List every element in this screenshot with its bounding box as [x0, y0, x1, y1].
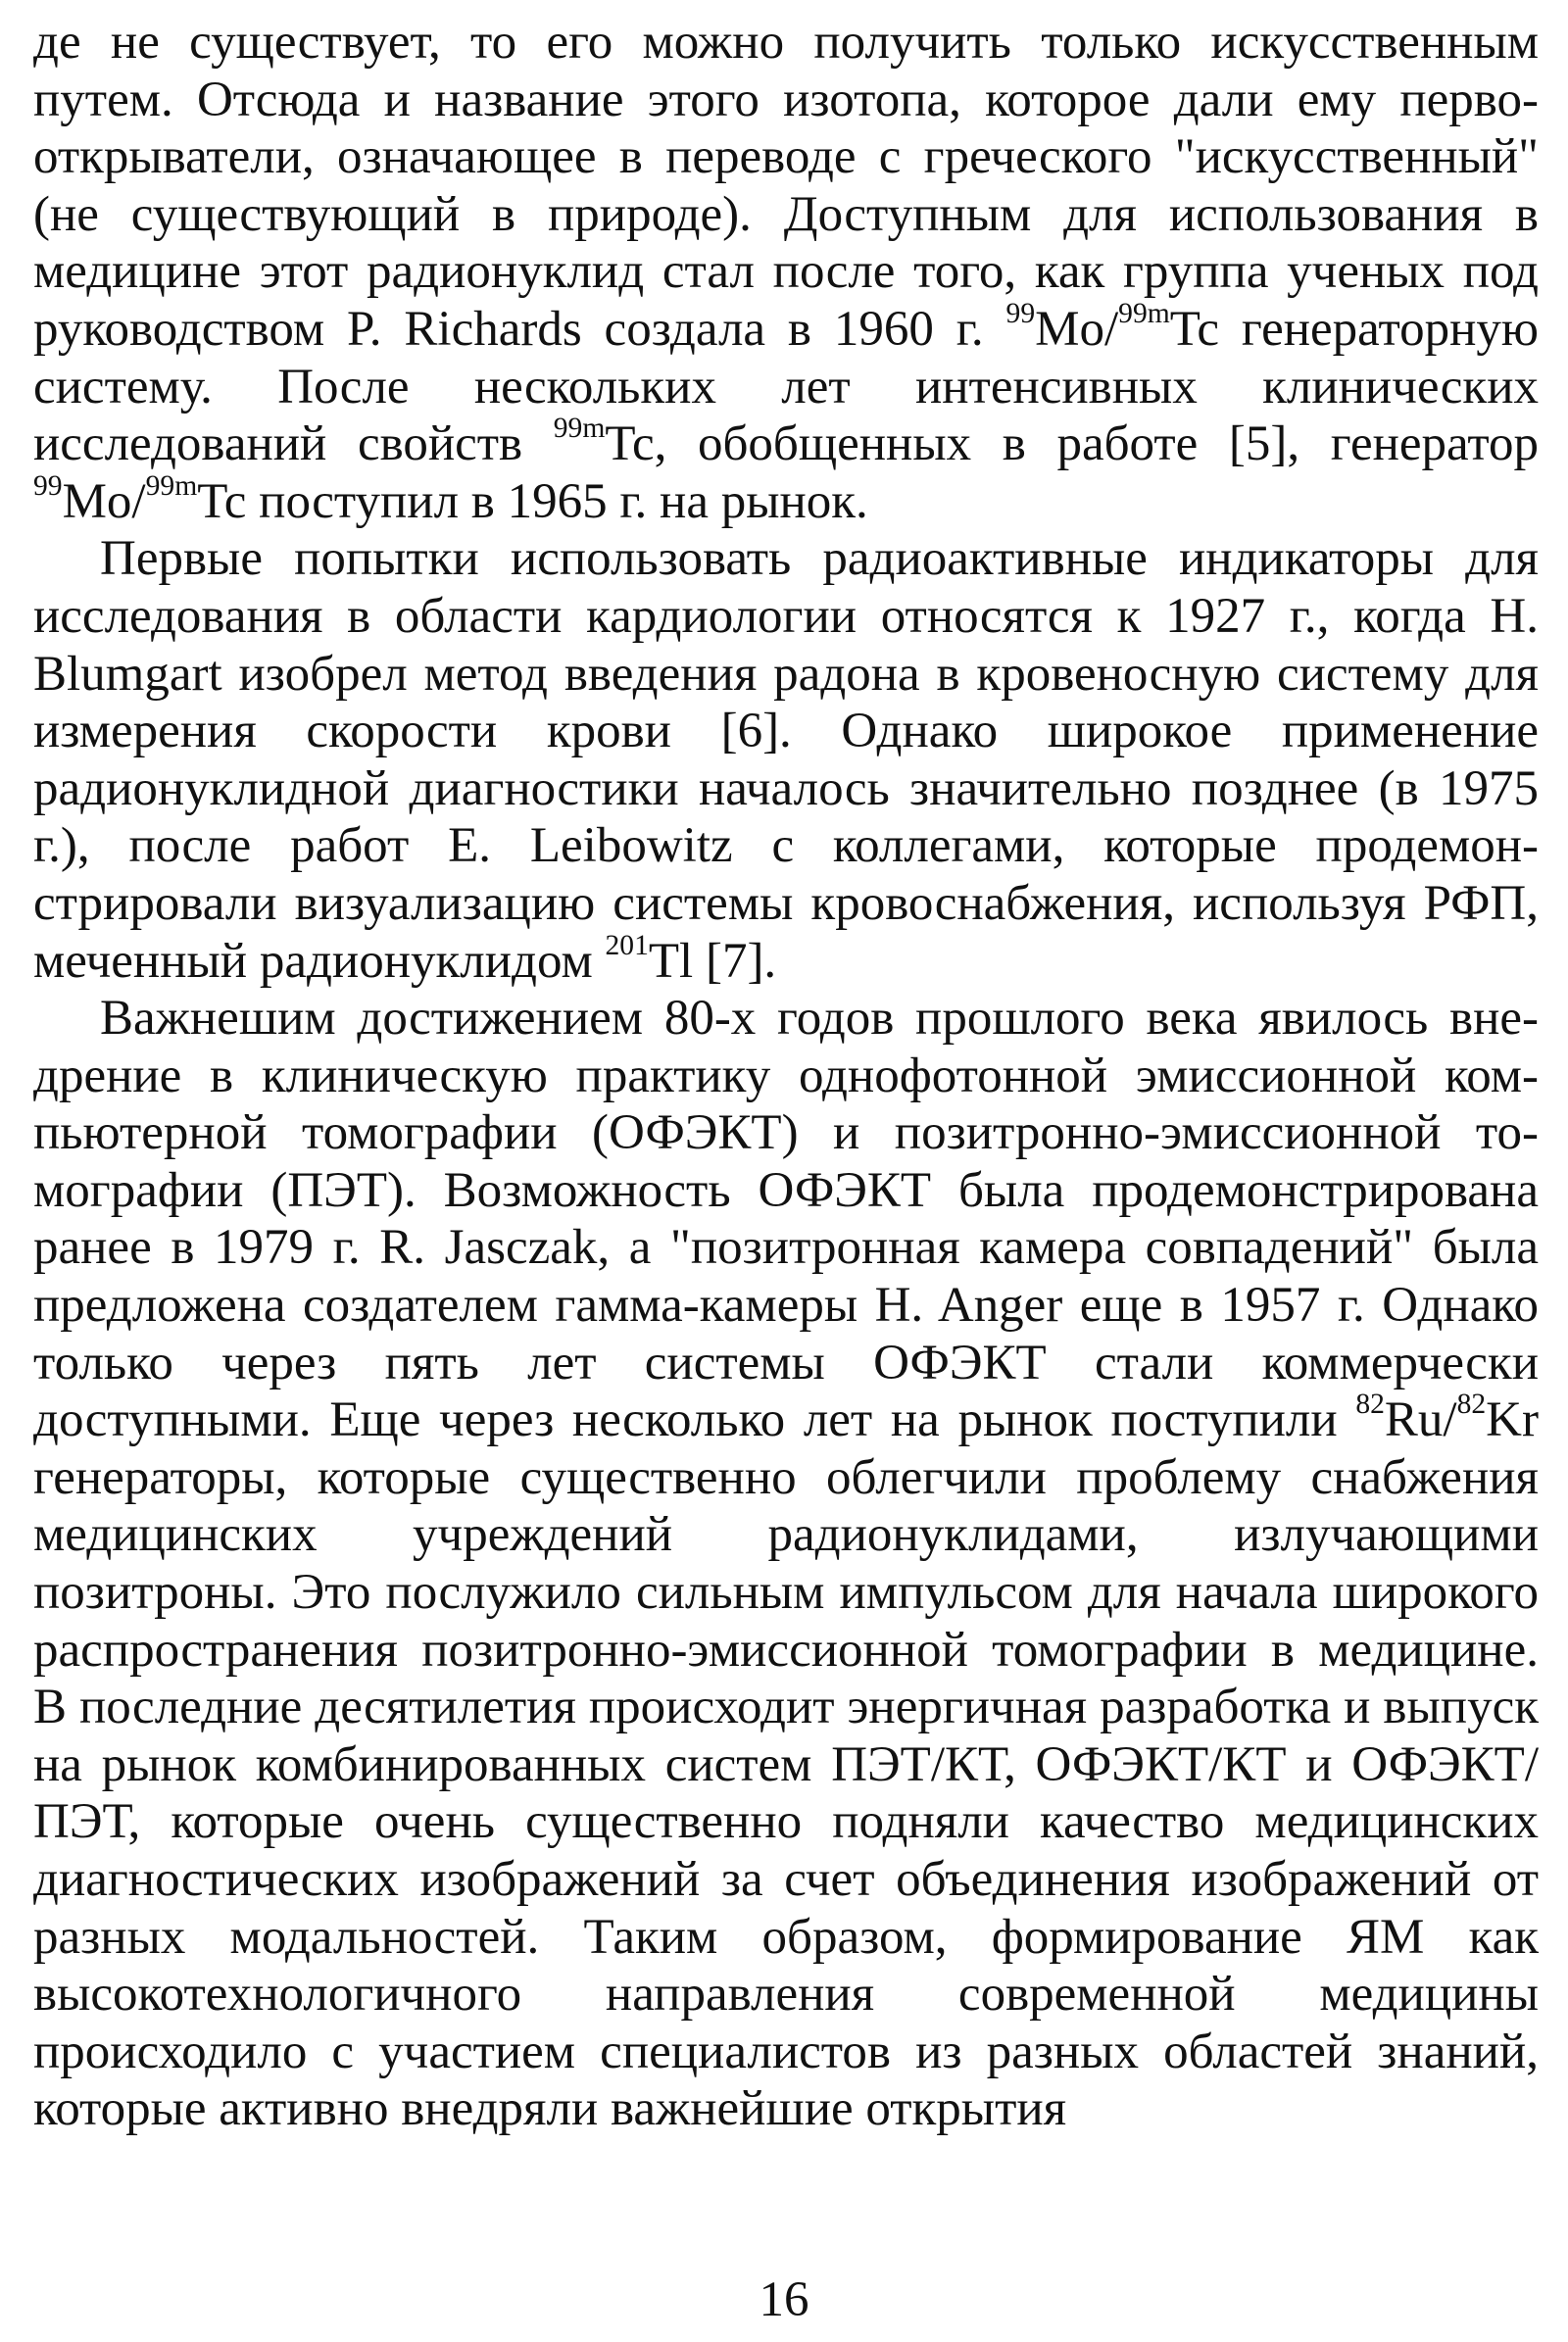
text-run: де не существует, то его можно получить только искусственным путем. Отсюда и название этого изотопа, которое дали ему первооткрыватели, означающее в переводе с греческого "искусственный" (не существующий в природе). Доступным для использования в медицине этот радионуклид стал после того, как группа ученых под руководством P. Richards создала в 1960 г. [33, 15, 1539, 357]
superscript-mass-number: 99m [553, 413, 606, 445]
text-run: Первые попытки использовать радиоактивные индикаторы для исследования в области кардиологии относятся к 1927 г., когда H. Blumgart изобрел метод введения радона в кровеносную систему для измерения скорости крови [6]. Однако широкое применение радионуклидной диагностики началось значительно позднее (в 1975 г.), после работ E. Leibowitz с коллегами, которые продемонстрировали визуализацию системы кровоснабжения, используя РФП, меченный радионуклидом [33, 531, 1539, 989]
paragraph-1 [33, 14, 1539, 530]
superscript-mass-number: 82 [1355, 1389, 1385, 1421]
paragraph-2 [33, 530, 1539, 990]
page-number: 16 [759, 2272, 809, 2327]
page-body [33, 14, 1539, 2138]
superscript-mass-number: 99 [1005, 297, 1036, 329]
text-run: Kr генераторы, которые существенно облегчили проблему снабжения медицинских учреждений радионуклидами, излучающими позитроны. Это послужило сильным импульсом для начала широкого распространения позитронно-эмиссионной томографии в медицине. В последние десятилетия происходит энергичная разработка и выпуск на рынок комбинированных систем ПЭТ/КТ, ОФЭКТ/КТ и ОФЭКТ/ПЭТ, которые очень существенно подняли качество медицинских диагностических изображений за счет объединения изображений от разных модальностей. Таким образом, формирование ЯМ как высокотехнологичного направления современной медицины происходило с участием специалистов из разных областей знаний, которые активно внедряли важнейшие открытия [33, 1392, 1539, 2137]
superscript-mass-number: 99m [1118, 297, 1170, 329]
text-run: Tl [7]. [648, 933, 777, 989]
paragraph-3 [33, 990, 1539, 2138]
text-run: Важнешим достижением 80-х годов прошлого века явилось внедрение в клиническую практику однофотонной эмиссионной компьютерной томографии (ОФЭКТ) и позитронно-эмиссионной томографии (ПЭТ). Возможность ОФЭКТ была продемонстрирована ранее в 1979 г. R. Jasczak, а "позитронная камера совпадений" была предложена создателем гамма-камеры H. Anger еще в 1957 г. Однако только через пять лет системы ОФЭКТ стали коммерчески доступными. Еще через несколько лет на рынок поступили [33, 991, 1539, 1448]
text-run: Tc, обобщенных в работе [5], генератор [605, 416, 1539, 472]
text-run: Tc поступил в 1965 г. на рынок. [197, 473, 868, 529]
text-run: Ru/ [1384, 1392, 1457, 1448]
text-run: Tc генераторную систему. После нескольких лет интенсивных клинических исследований свойств [33, 301, 1539, 472]
text-run: Mo/ [62, 473, 146, 529]
text-run: Mo/ [1035, 301, 1119, 357]
superscript-mass-number: 99m [145, 469, 198, 502]
superscript-mass-number: 99 [33, 469, 63, 502]
superscript-mass-number: 82 [1456, 1389, 1487, 1421]
superscript-mass-number: 201 [605, 929, 649, 961]
